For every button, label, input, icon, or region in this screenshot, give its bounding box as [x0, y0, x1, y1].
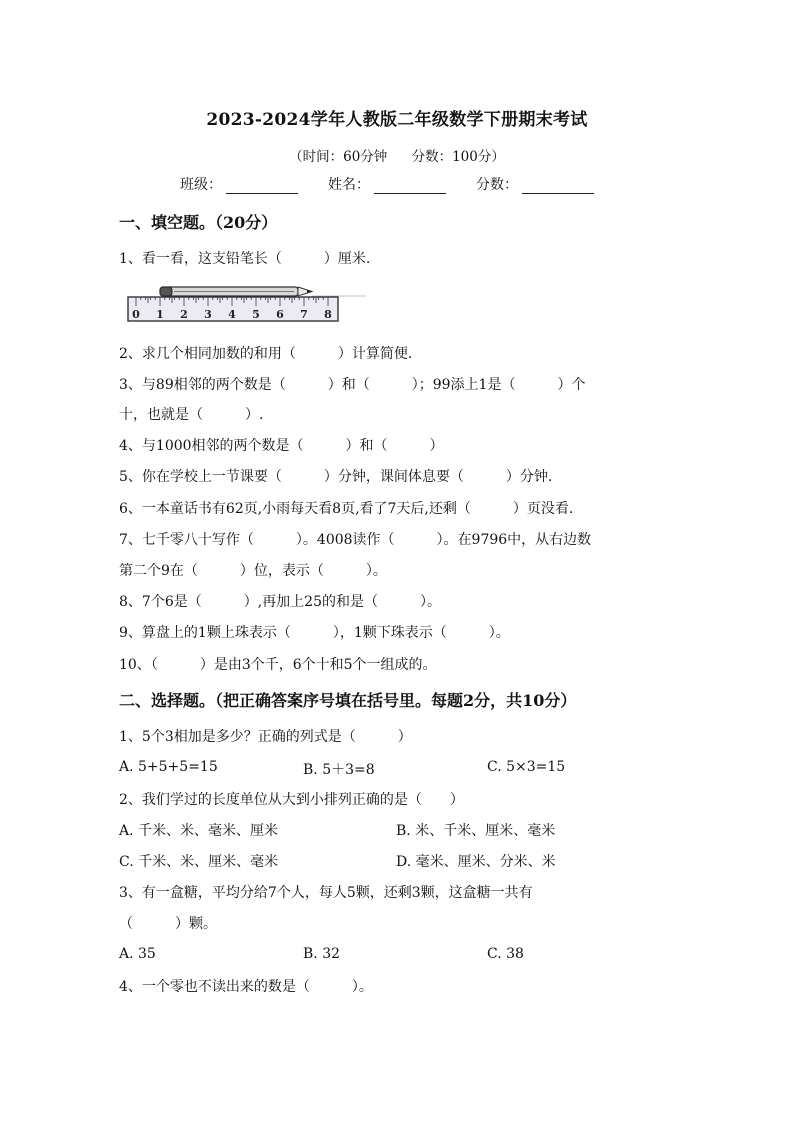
score-field: [476, 174, 594, 194]
ruler-pencil-figure: [126, 283, 366, 323]
question-line: 4、与1000相邻的两个数是（ ）和（ ）: [119, 438, 444, 454]
svg-text:0: 0: [132, 308, 140, 321]
name-field: [328, 174, 446, 194]
svg-text:4: 4: [228, 308, 236, 321]
question-line: 第二个9在（ ）位，表示（ ）。: [119, 563, 387, 579]
section-heading-fill-blank: 一、填空题。（20分）: [119, 213, 278, 232]
pencil-icon: [160, 287, 312, 296]
option-b[interactable]: B. 5＋3=8: [303, 762, 375, 778]
option-a[interactable]: A. 5+5+5=15: [119, 759, 218, 775]
option-a[interactable]: A. 35: [119, 946, 156, 962]
question-line: 4、一个零也不读出来的数是（ ）。: [119, 979, 373, 995]
option-a[interactable]: A. 千米、米、毫米、厘米: [119, 823, 279, 839]
svg-text:6: 6: [276, 308, 284, 321]
section-heading-multiple-choice: 二、选择题。（把正确答案序号填在括号里。每题2分，共10分）: [119, 691, 577, 710]
ruler-icon: [126, 283, 366, 323]
exam-subtitle: [0, 145, 794, 165]
exam-time: （时间：60分钟: [289, 149, 388, 165]
class-field: [180, 174, 298, 194]
option-d[interactable]: D. 毫米、厘米、分米、米: [396, 854, 556, 870]
question-line: 2、求几个相同加数的和用（ ）计算简便.: [119, 346, 413, 362]
svg-text:1: 1: [156, 308, 164, 321]
question-line: 5、你在学校上一节课要（ ）分钟，课间体息要（ ）分钟.: [119, 469, 553, 485]
svg-text:5: 5: [252, 308, 260, 321]
svg-text:8: 8: [324, 308, 332, 321]
question-line: 1、看一看，这支铅笔长（ ）厘米.: [119, 251, 371, 267]
options-row: [119, 759, 679, 779]
name-blank[interactable]: [374, 177, 446, 194]
question-line: 7、七千零八十写作（ ）。4008读作（ ）。在9796中，从右边数: [119, 532, 592, 548]
option-c[interactable]: C. 5×3=15: [487, 759, 566, 775]
student-info: [180, 174, 624, 194]
class-blank[interactable]: [226, 177, 298, 194]
exam-total-score: 分数：100分）: [411, 149, 505, 165]
question-line: 8、7个6是（ ）,再加上25的和是（ ）。: [119, 594, 441, 610]
svg-text:3: 3: [204, 308, 212, 321]
question-line: （ ）颗。: [119, 916, 217, 932]
options-row: [119, 820, 679, 840]
question-line: 3、与89相邻的两个数是（ ）和（ ）；99添上1是（ ）个: [119, 377, 586, 393]
question-line: 3、有一盒糖，平均分给7个人，每人5颗，还剩3颗，这盒糖一共有: [119, 885, 533, 901]
option-b[interactable]: B. 米、千米、厘米、毫米: [396, 823, 556, 839]
option-b[interactable]: B. 32: [303, 946, 341, 962]
option-c[interactable]: C. 千米、米、厘米、毫米: [119, 854, 279, 870]
options-row: [119, 946, 679, 966]
question-line: 10、（ ）是由3个千，6个十和5个一组成的。: [119, 657, 437, 673]
score-label: 分数：: [476, 177, 518, 193]
exam-title: 2023-2024学年人教版二年级数学下册期末考试: [206, 110, 588, 130]
svg-text:7: 7: [300, 308, 308, 321]
question-line: 2、我们学过的长度单位从大到小排列正确的是（ ）: [119, 792, 464, 808]
question-line: 1、5个3相加是多少？正确的列式是（ ）: [119, 729, 412, 745]
question-line: 十，也就是（ ）.: [119, 407, 264, 423]
name-label: 姓名：: [328, 177, 370, 193]
question-line: 9、算盘上的1颗上珠表示（ ），1颗下珠表示（ ）。: [119, 625, 510, 641]
options-row: [119, 851, 679, 871]
class-label: 班级：: [180, 177, 222, 193]
question-line: 6、一本童话书有62页,小雨每天看8页,看了7天后,还剩（ ）页没看.: [119, 501, 574, 517]
score-blank[interactable]: [522, 177, 594, 194]
svg-text:2: 2: [180, 308, 188, 321]
option-c[interactable]: C. 38: [487, 946, 524, 962]
